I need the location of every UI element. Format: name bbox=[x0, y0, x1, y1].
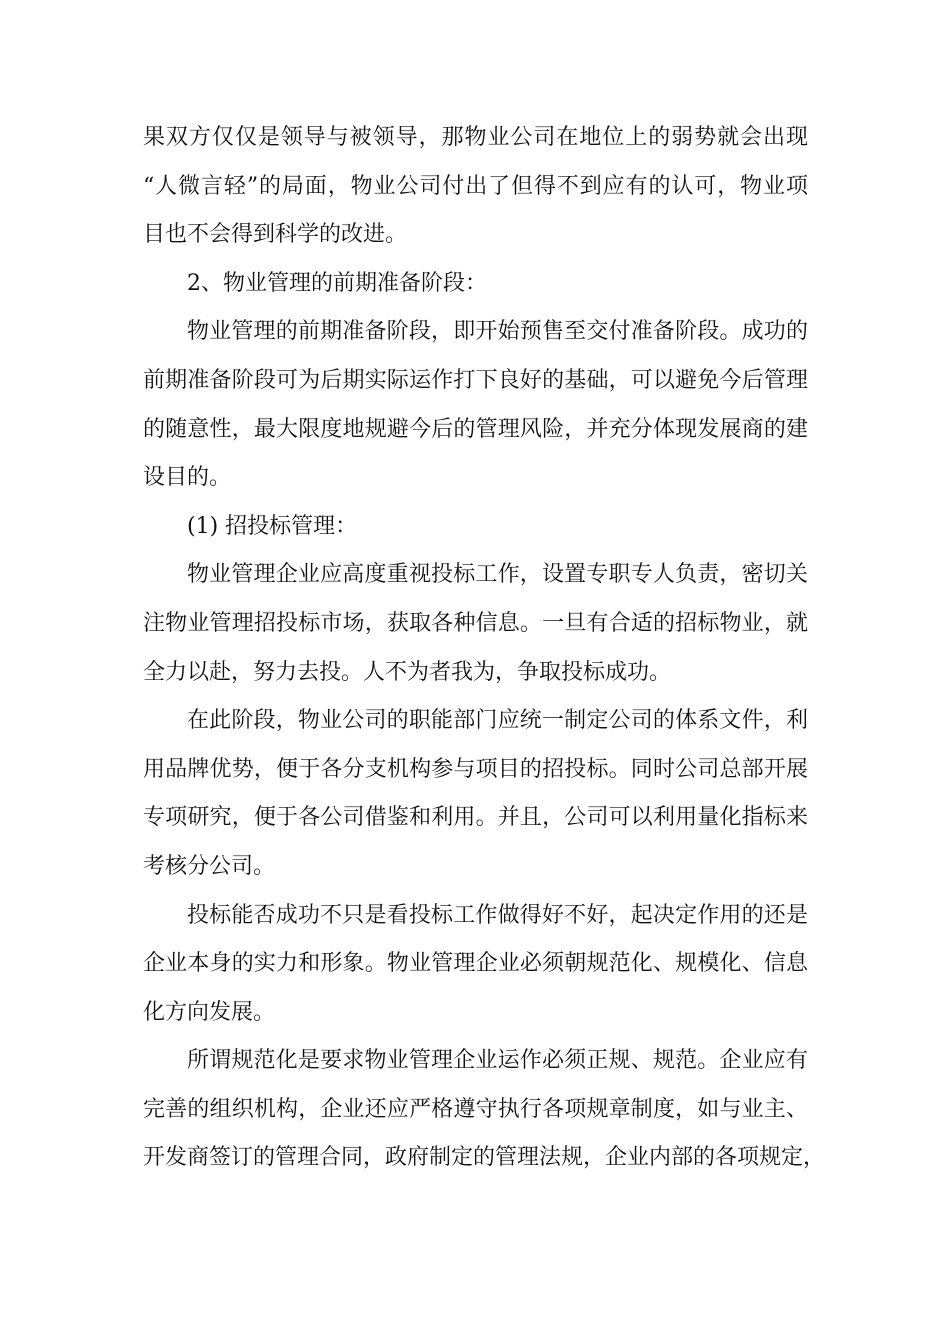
text-line: 化方向发展。 bbox=[143, 999, 276, 1025]
text-line: 投标能否成功不只是看投标工作做得好不好，起决定作用的还是 bbox=[187, 902, 808, 928]
text-line: 全力以赴，努力去投。人不为者我为，争取投标成功。 bbox=[143, 659, 672, 685]
text-line: 专项研究，便于各公司借鉴和利用。并且，公司可以利用量化指标来 bbox=[143, 805, 808, 831]
text-line: 物业管理的前期准备阶段，即开始预售至交付准备阶段。成功的 bbox=[187, 319, 808, 345]
document-body bbox=[143, 114, 826, 1183]
text-line: 2、物业管理的前期准备阶段： bbox=[187, 270, 487, 296]
paragraph-p1 bbox=[143, 114, 808, 260]
text-line: 所谓规范化是要求物业管理企业运作必须正规、规范。企业应有 bbox=[187, 1048, 808, 1074]
paragraph-p4 bbox=[143, 503, 808, 552]
paragraph-p5 bbox=[143, 551, 808, 697]
text-line: 完善的组织机构，企业还应严格遵守执行各项规章制度，如与业主、 bbox=[143, 1096, 808, 1122]
paragraph-p6 bbox=[143, 697, 808, 891]
text-line: 物业管理企业应高度重视投标工作，设置专职专人负责，密切关 bbox=[187, 562, 808, 588]
text-line: 目也不会得到科学的改进。 bbox=[143, 222, 408, 248]
text-line: 考核分公司。 bbox=[143, 853, 276, 879]
text-line: 开发商签订的管理合同，政府制定的管理法规，企业内部的各项规定， bbox=[143, 1145, 826, 1171]
text-line: 企业本身的实力和形象。物业管理企业必须朝规范化、规模化、信息 bbox=[143, 951, 808, 977]
text-line: 前期准备阶段可为后期实际运作打下良好的基础，可以避免今后管理 bbox=[143, 367, 808, 393]
paragraph-p2 bbox=[143, 260, 808, 309]
text-line: 在此阶段，物业公司的职能部门应统一制定公司的体系文件，利 bbox=[187, 708, 808, 734]
text-line: 设目的。 bbox=[143, 465, 232, 491]
paragraph-p7 bbox=[143, 892, 808, 1038]
text-line: (1) 招投标管理： bbox=[187, 513, 358, 539]
paragraph-p8 bbox=[143, 1037, 826, 1183]
text-line: 注物业管理招投标市场，获取各种信息。一旦有合适的招标物业，就 bbox=[143, 610, 808, 636]
text-line: 用品牌优势，便于各分支机构参与项目的招投标。同时公司总部开展 bbox=[143, 756, 808, 782]
text-line: “人微言轻”的局面，物业公司付出了但得不到应有的认可，物业项 bbox=[143, 173, 808, 199]
text-line: 果双方仅仅是领导与被领导，那物业公司在地位上的弱势就会出现 bbox=[143, 125, 808, 150]
paragraph-p3 bbox=[143, 308, 808, 502]
text-line: 的随意性，最大限度地规避今后的管理风险，并充分体现发展商的建 bbox=[143, 416, 808, 442]
